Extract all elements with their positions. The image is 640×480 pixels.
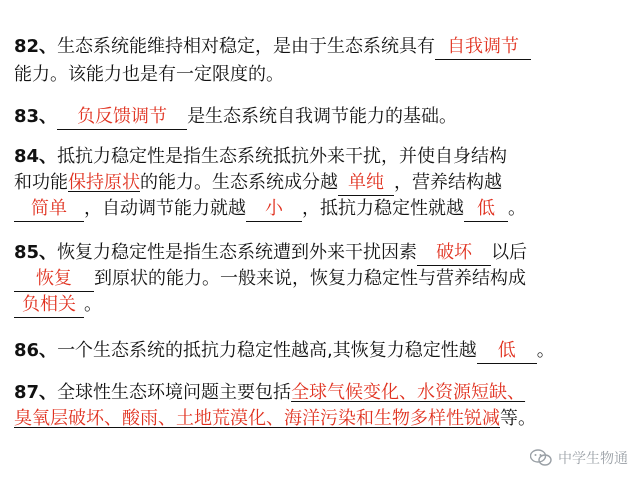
question-text: ，抵抗力稳定性就越 [302, 198, 464, 219]
question-text: 。 [508, 198, 526, 219]
answer-blank: 低 [477, 341, 537, 364]
question-text: 是生态系统自我调节能力的基础。 [187, 106, 458, 127]
question-text: 和功能 [14, 172, 68, 193]
question-85-line2 [14, 266, 526, 292]
question-number: 85、 [14, 242, 58, 263]
question-87 [14, 380, 525, 406]
answer-blank: 破坏 [417, 243, 491, 266]
question-text: 全球性生态环境问题主要包括 [57, 382, 292, 403]
question-84 [14, 144, 507, 170]
answer-blank: 单纯 [338, 173, 394, 196]
question-84-line3 [14, 196, 526, 222]
question-text: ，营养结构越 [394, 172, 502, 193]
wechat-icon [530, 449, 552, 467]
question-86 [14, 338, 555, 364]
question-84-line2 [14, 170, 502, 196]
question-text: 抵抗力稳定性是指生态系统抵抗外来干扰，并使自身结构 [57, 146, 508, 167]
question-number: 86、 [14, 340, 58, 361]
question-text: 等。 [500, 408, 536, 429]
question-number: 87、 [14, 382, 58, 403]
question-number: 83、 [14, 106, 58, 127]
answer-blank: 低 [464, 199, 508, 222]
answer-blank: 简单 [14, 199, 84, 222]
question-82 [14, 34, 531, 60]
question-text: 生态系统能维持相对稳定，是由于生态系统具有 [57, 36, 436, 57]
answer-blank: 负相关 [14, 295, 84, 318]
question-text: 。 [536, 340, 555, 361]
question-85-line3 [14, 292, 102, 318]
watermark [530, 448, 628, 468]
answer-inline: 臭氧层破坏、酸雨、土地荒漠化、海洋污染和生物多样性锐减 [14, 408, 500, 429]
answer-blank: 恢复 [14, 269, 94, 292]
answer-blank: 自我调节 [435, 37, 531, 60]
question-text: 的能力。生态系统成分越 [140, 172, 338, 193]
answer-inline: 全球气候变化、水资源短缺、 [291, 382, 526, 403]
question-text: ，自动调节能力就越 [84, 198, 246, 219]
question-text: 一个生态系统的抵抗力稳定性越高,其恢复力稳定性越 [57, 340, 477, 361]
question-text: 到原状的能力。一般来说，恢复力稳定性与营养结构成 [94, 268, 526, 289]
question-text: 恢复力稳定性是指生态系统遭到外来干扰因素 [57, 242, 418, 263]
question-85 [14, 240, 527, 266]
question-number: 82、 [14, 36, 58, 57]
question-text: 能力。该能力也是有一定限度的。 [14, 64, 284, 85]
question-text: 。 [84, 294, 102, 315]
question-text: 以后 [491, 242, 528, 263]
question-83 [14, 104, 457, 130]
answer-blank: 负反馈调节 [57, 107, 187, 130]
question-82-line2 [14, 62, 284, 88]
watermark-text: 中学生物通 [558, 451, 628, 467]
question-87-line2 [14, 406, 536, 432]
question-number: 84、 [14, 146, 58, 167]
answer-blank: 小 [246, 199, 302, 222]
answer-inline: 保持原状 [68, 172, 140, 193]
